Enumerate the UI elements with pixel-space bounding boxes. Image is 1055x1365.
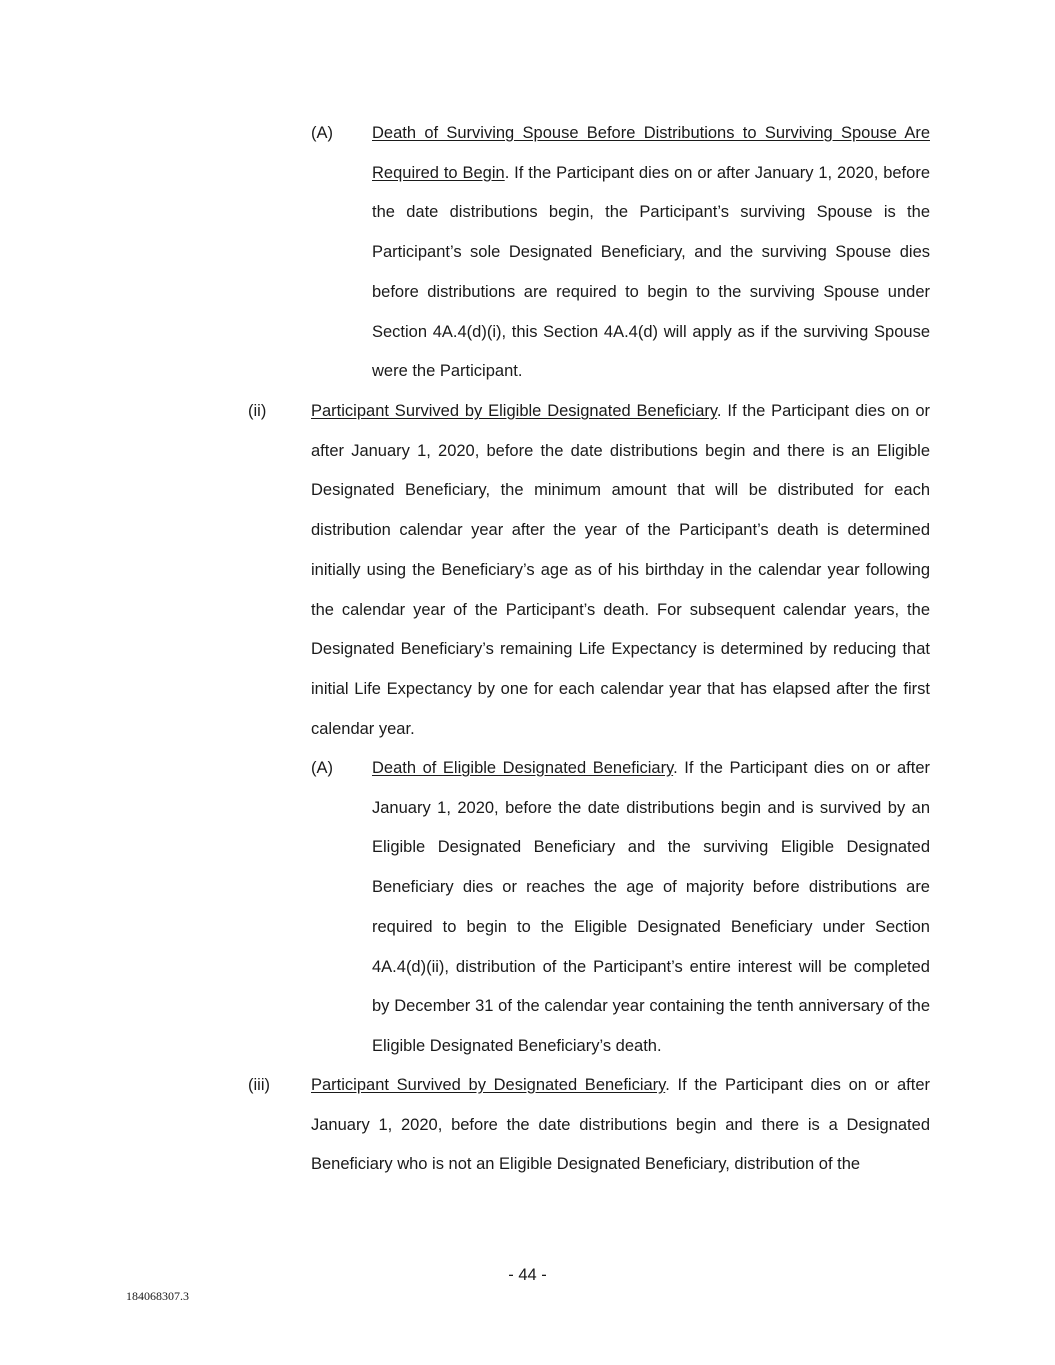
item-text: . If the Participant dies on or after January 1, 2020, before the date distributions begin and there is an Eligible Designated Beneficiary, the minimum amount that will be distributed for each distribution calendar year after the year of the Participant’s death is determined initially using the Beneficiary’s age as of his birthday in the calendar year following the calendar year of the Participant’s death. For subsequent calendar years, the Designated Beneficiary’s remaining Life Expectancy is determined by reducing that initial Life Expectancy by one for each calendar year that has elapsed after the first calendar year. bbox=[311, 402, 930, 738]
page-number: - 44 - bbox=[508, 1266, 547, 1284]
item-heading: Death of Eligible Designated Beneficiary bbox=[372, 759, 674, 777]
item-body bbox=[372, 114, 930, 392]
item-body bbox=[311, 392, 930, 749]
item-body bbox=[372, 749, 930, 1067]
item-marker: (A) bbox=[311, 124, 333, 142]
item-body bbox=[311, 1066, 930, 1185]
document-id: 184068307.3 bbox=[126, 1289, 189, 1303]
item-marker: (iii) bbox=[248, 1076, 270, 1094]
item-heading: Participant Survived by Eligible Designated Beneficiary bbox=[311, 402, 717, 420]
item-text: . If the Participant dies on or after January 1, 2020, before the date distributions begin, the Participant’s surviving Spouse is the Participant’s sole Designated Beneficiary, and the surviving Spouse dies before distributions are required to begin to the surviving Spouse under Section 4A.4(d)(i), this Section 4A.4(d) will apply as if the surviving Spouse were the Participant. bbox=[372, 163, 930, 381]
item-text: . If the Participant dies on or after January 1, 2020, before the date distributions begin and is survived by an Eligible Designated Beneficiary and the surviving Eligible Designated Beneficiary dies or reaches the age of majority before distributions are required to begin to the Eligible Designated Beneficiary under Section 4A.4(d)(ii), distribution of the Participant’s entire interest will be completed by December 31 of the calendar year containing the tenth anniversary of the Eligible Designated Beneficiary’s death. bbox=[372, 759, 930, 1055]
item-heading: Participant Survived by Designated Beneficiary bbox=[311, 1076, 666, 1094]
item-marker: (ii) bbox=[248, 402, 267, 420]
item-heading: Death of Surviving Spouse Before Distributions to Surviving Spouse Are Required to Begin bbox=[372, 124, 930, 182]
item-marker: (A) bbox=[311, 759, 333, 777]
item-text: . If the Participant dies on or after January 1, 2020, before the date distributions begin and there is a Designated Beneficiary who is not an Eligible Designated Beneficiary, distribution of the bbox=[311, 1076, 930, 1174]
